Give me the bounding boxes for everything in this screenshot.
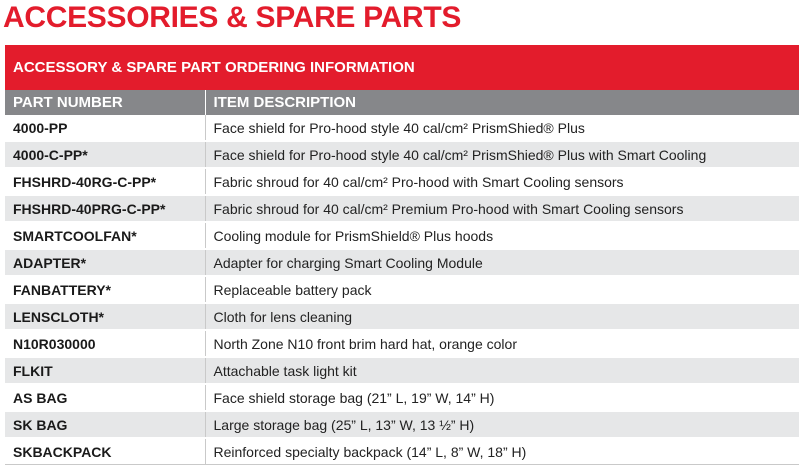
item-description-cell: Replaceable battery pack bbox=[205, 276, 799, 303]
item-description-cell: Large storage bag (25” L, 13” W, 13 ½” H) bbox=[205, 411, 799, 438]
part-number-cell: AS BAG bbox=[5, 384, 205, 411]
table-row bbox=[5, 141, 799, 168]
table-banner: ACCESSORY & SPARE PART ORDERING INFORMATION bbox=[5, 45, 799, 90]
part-number-cell: FLKIT bbox=[5, 357, 205, 384]
table-row bbox=[5, 384, 799, 411]
part-number-cell: N10R030000 bbox=[5, 330, 205, 357]
item-description-cell: Fabric shroud for 40 cal/cm² Premium Pro-hood with Smart Cooling sensors bbox=[205, 195, 799, 222]
part-number-cell: ADAPTER* bbox=[5, 249, 205, 276]
item-description-cell: Face shield for Pro-hood style 40 cal/cm² PrismShied® Plus bbox=[205, 115, 799, 141]
parts-table bbox=[5, 90, 799, 465]
header-row bbox=[5, 90, 799, 115]
item-description-cell: Cooling module for PrismShield® Plus hoods bbox=[205, 222, 799, 249]
part-number-cell: LENSCLOTH* bbox=[5, 303, 205, 330]
table-row bbox=[5, 249, 799, 276]
item-description-cell: Cloth for lens cleaning bbox=[205, 303, 799, 330]
table-row bbox=[5, 411, 799, 438]
item-description-cell: Face shield for Pro-hood style 40 cal/cm² PrismShied® Plus with Smart Cooling bbox=[205, 141, 799, 168]
item-description-cell: North Zone N10 front brim hard hat, orange color bbox=[205, 330, 799, 357]
item-description-cell: Reinforced specialty backpack (14” L, 8” W, 18” H) bbox=[205, 438, 799, 465]
table-row bbox=[5, 115, 799, 141]
item-description-cell: Attachable task light kit bbox=[205, 357, 799, 384]
part-number-cell: SMARTCOOLFAN* bbox=[5, 222, 205, 249]
table-row bbox=[5, 222, 799, 249]
table-row bbox=[5, 330, 799, 357]
part-number-cell: 4000-PP bbox=[5, 115, 205, 141]
table-row bbox=[5, 303, 799, 330]
page-title: ACCESSORIES & SPARE PARTS bbox=[3, 1, 462, 34]
table-row bbox=[5, 168, 799, 195]
table-row bbox=[5, 195, 799, 222]
parts-table-container bbox=[5, 45, 799, 465]
table-row bbox=[5, 276, 799, 303]
column-header-item-description: ITEM DESCRIPTION bbox=[205, 90, 799, 115]
part-number-cell: FHSHRD-40PRG-C-PP* bbox=[5, 195, 205, 222]
part-number-cell: FANBATTERY* bbox=[5, 276, 205, 303]
part-number-cell: SKBACKPACK bbox=[5, 438, 205, 465]
item-description-cell: Face shield storage bag (21” L, 19” W, 14” H) bbox=[205, 384, 799, 411]
column-header-part-number: PART NUMBER bbox=[5, 90, 205, 115]
part-number-cell: FHSHRD-40RG-C-PP* bbox=[5, 168, 205, 195]
table-row bbox=[5, 357, 799, 384]
part-number-cell: 4000-C-PP* bbox=[5, 141, 205, 168]
part-number-cell: SK BAG bbox=[5, 411, 205, 438]
table-row bbox=[5, 438, 799, 465]
item-description-cell: Fabric shroud for 40 cal/cm² Pro-hood with Smart Cooling sensors bbox=[205, 168, 799, 195]
item-description-cell: Adapter for charging Smart Cooling Module bbox=[205, 249, 799, 276]
